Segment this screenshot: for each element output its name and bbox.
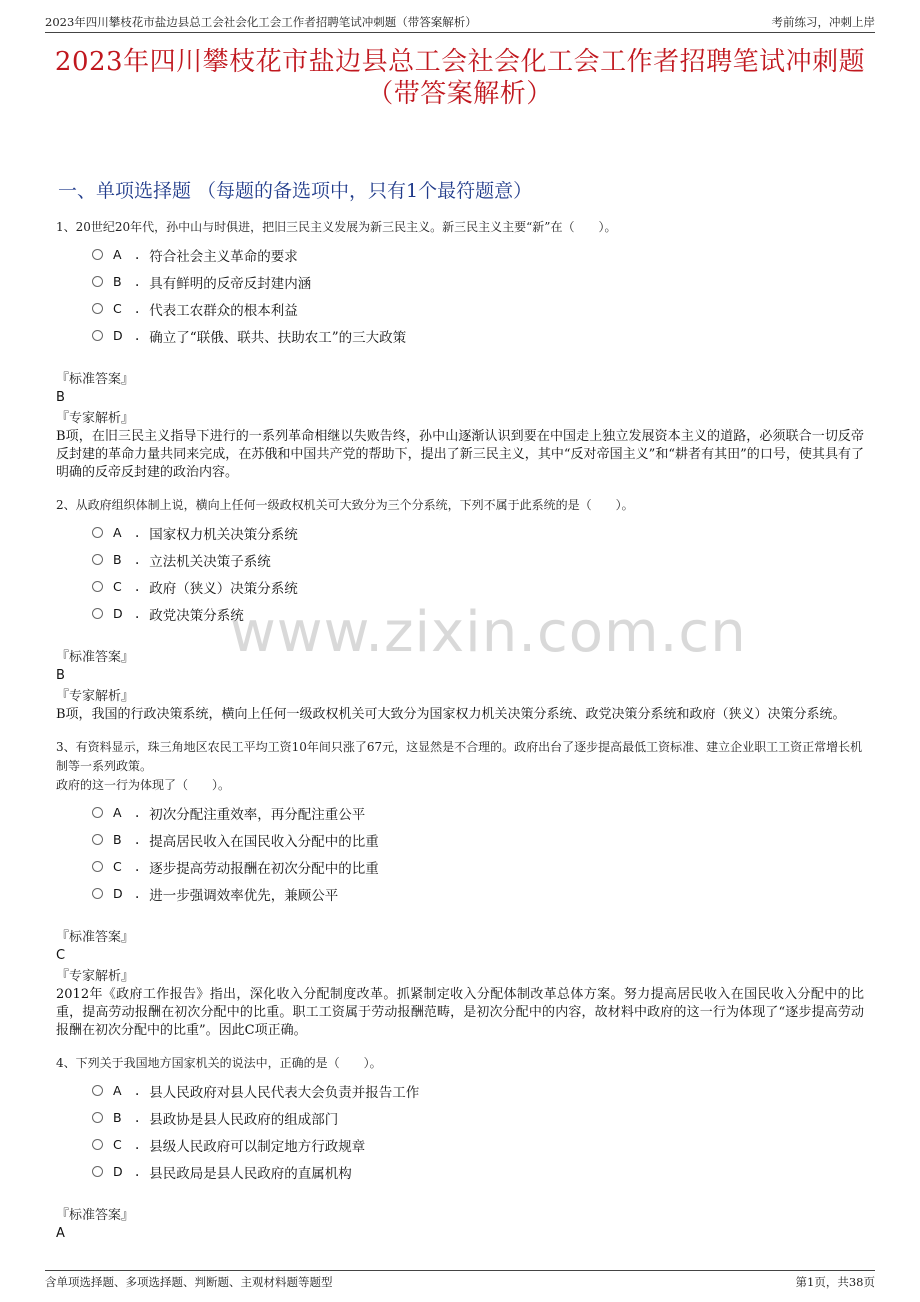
page-header: [45, 12, 875, 33]
page-number: 第1页，共38页: [795, 1275, 875, 1289]
option-list: [92, 799, 864, 907]
option-letter: D: [113, 328, 123, 343]
question-4: [56, 1054, 864, 1243]
radio-icon[interactable]: [92, 276, 103, 287]
option-letter: B: [113, 274, 122, 289]
header-right-text: 考前练习，冲刺上岸: [771, 15, 875, 29]
radio-icon[interactable]: [92, 1139, 103, 1150]
radio-icon[interactable]: [92, 807, 103, 818]
option-letter: D: [113, 886, 123, 901]
option-d[interactable]: D . 确立了“联俄、联共、扶助农工”的三大政策: [92, 322, 864, 349]
option-b[interactable]: B . 立法机关决策子系统: [92, 546, 864, 573]
radio-icon[interactable]: [92, 888, 103, 899]
answer-value: A: [56, 1226, 65, 1241]
option-letter: D: [113, 1164, 123, 1179]
option-a[interactable]: A . 初次分配注重效率，再分配注重公平: [92, 799, 864, 826]
option-text: 初次分配注重效率，再分配注重公平: [149, 806, 366, 823]
answer-label: 『标准答案』: [56, 930, 135, 945]
radio-icon[interactable]: [92, 249, 103, 260]
option-letter: C: [113, 301, 122, 316]
option-c[interactable]: C . 逐步提高劳动报酬在初次分配中的比重: [92, 853, 864, 880]
option-c[interactable]: C . 代表工农群众的根本利益: [92, 295, 864, 322]
radio-icon[interactable]: [92, 330, 103, 341]
section-heading: 一、单项选择题 （每题的备选项中，只有1个最符题意）: [58, 180, 533, 202]
radio-icon[interactable]: [92, 1085, 103, 1096]
option-text: 逐步提高劳动报酬在初次分配中的比重: [149, 860, 379, 877]
option-text: 立法机关决策子系统: [149, 553, 271, 570]
question-stem: 3、有资料显示，珠三角地区农民工平均工资10年间只涨了67元，这显然是不合理的。政府出台了逐步提高最低工资标准、建立企业职工工资正常增长机制等一系列政策。 政府的这一行为体现了（ ）。: [56, 740, 863, 792]
option-list: [92, 519, 864, 627]
option-b[interactable]: B . 具有鲜明的反帝反封建内涵: [92, 268, 864, 295]
option-letter: B: [113, 1110, 122, 1125]
radio-icon[interactable]: [92, 527, 103, 538]
answer-label: 『标准答案』: [56, 1208, 135, 1223]
option-text: 具有鲜明的反帝反封建内涵: [149, 275, 312, 292]
page-footer: [45, 1270, 875, 1291]
option-text: 代表工农群众的根本利益: [149, 302, 298, 319]
radio-icon[interactable]: [92, 303, 103, 314]
option-letter: C: [113, 1137, 122, 1152]
option-letter: A: [113, 525, 122, 540]
question-stem: 4、下列关于我国地方国家机关的说法中，正确的是（ ）。: [56, 1056, 382, 1070]
answer-value: B: [56, 390, 65, 405]
option-letter: D: [113, 606, 123, 621]
option-a[interactable]: A . 县人民政府对县人民代表大会负责并报告工作: [92, 1077, 864, 1104]
option-letter: B: [113, 832, 122, 847]
option-text: 县级人民政府可以制定地方行政规章: [149, 1138, 366, 1155]
radio-icon[interactable]: [92, 581, 103, 592]
option-text: 进一步强调效率优先，兼顾公平: [149, 887, 339, 904]
footer-left-text: 含单项选择题、多项选择题、判断题、主观材料题等题型: [45, 1275, 333, 1289]
option-text: 县人民政府对县人民代表大会负责并报告工作: [149, 1084, 420, 1101]
option-b[interactable]: B . 提高居民收入在国民收入分配中的比重: [92, 826, 864, 853]
option-text: 国家权力机关决策分系统: [149, 526, 298, 543]
option-text: 提高居民收入在国民收入分配中的比重: [149, 833, 379, 850]
option-text: 县民政局是县人民政府的直属机构: [149, 1165, 352, 1182]
option-c[interactable]: C . 县级人民政府可以制定地方行政规章: [92, 1131, 864, 1158]
option-list: [92, 241, 864, 349]
option-letter: C: [113, 859, 122, 874]
header-left-text: 2023年四川攀枝花市盐边县总工会社会化工会工作者招聘笔试冲刺题（带答案解析）: [45, 15, 477, 29]
option-text: 符合社会主义革命的要求: [149, 248, 298, 265]
option-d[interactable]: D . 县民政局是县人民政府的直属机构: [92, 1158, 864, 1185]
radio-icon[interactable]: [92, 1112, 103, 1123]
option-letter: A: [113, 247, 122, 262]
answer-label: 『标准答案』: [56, 650, 135, 665]
radio-icon[interactable]: [92, 554, 103, 565]
option-a[interactable]: A . 符合社会主义革命的要求: [92, 241, 864, 268]
option-b[interactable]: B . 县政协是县人民政府的组成部门: [92, 1104, 864, 1131]
option-text: 政党决策分系统: [149, 607, 244, 624]
answer-label: 『标准答案』: [56, 372, 135, 387]
question-list: [56, 218, 864, 1243]
option-a[interactable]: A . 国家权力机关决策分系统: [92, 519, 864, 546]
analysis-text: B项，我国的行政决策系统，横向上任何一级政权机关可大致分为国家权力机关决策分系统、政党决策分系统和政府（狭义）决策分系统。: [56, 707, 846, 722]
question-2: [56, 496, 864, 724]
analysis-text: B项，在旧三民主义指导下进行的一系列革命相继以失败告终，孙中山逐渐认识到要在中国走上独立发展资本主义的道路，必须联合一切反帝反封建的革命力量共同来完成，在苏俄和中国共产党的帮助下，提出了新三民主义，其中“反对帝国主义”和“耕者有其田”的口号，使其具有了明确的反帝反封建的政治内容。: [56, 429, 864, 480]
option-letter: A: [113, 805, 122, 820]
document-title: 2023年四川攀枝花市盐边县总工会社会化工会工作者招聘笔试冲刺题（带答案解析）: [54, 47, 866, 109]
radio-icon[interactable]: [92, 1166, 103, 1177]
option-letter: A: [113, 1083, 122, 1098]
option-d[interactable]: D . 政党决策分系统: [92, 600, 864, 627]
answer-value: B: [56, 668, 65, 683]
analysis-label: 『专家解析』: [56, 969, 135, 984]
option-text: 确立了“联俄、联共、扶助农工”的三大政策: [149, 329, 407, 346]
radio-icon[interactable]: [92, 861, 103, 872]
analysis-label: 『专家解析』: [56, 689, 135, 704]
option-list: [92, 1077, 864, 1185]
option-letter: B: [113, 552, 122, 567]
question-1: [56, 218, 864, 482]
analysis-text: 2012年《政府工作报告》指出，深化收入分配制度改革。抓紧制定收入分配体制改革总体方案。努力提高居民收入在国民收入分配中的比重，提高劳动报酬在初次分配中的比重。职工工资属于劳动报酬范畴，是初次分配中的内容，故材料中政府的这一行为体现了“逐步提高劳动报酬在初次分配中的比重”。因此C项正确。: [56, 987, 864, 1038]
option-text: 县政协是县人民政府的组成部门: [149, 1111, 339, 1128]
watermark: www.zixin.com.cn: [230, 600, 747, 665]
radio-icon[interactable]: [92, 834, 103, 845]
question-stem: 1、20世纪20年代，孙中山与时俱进，把旧三民主义发展为新三民主义。新三民主义主要“新”在（ ）。: [56, 220, 617, 234]
question-stem: 2、从政府组织体制上说，横向上任何一级政权机关可大致分为三个分系统，下列不属于此系统的是（ ）。: [56, 498, 634, 512]
option-letter: C: [113, 579, 122, 594]
analysis-label: 『专家解析』: [56, 411, 135, 426]
radio-icon[interactable]: [92, 608, 103, 619]
answer-value: C: [56, 948, 66, 963]
question-3: [56, 738, 864, 1040]
option-c[interactable]: C . 政府（狭义）决策分系统: [92, 573, 864, 600]
option-text: 政府（狭义）决策分系统: [149, 580, 298, 597]
option-d[interactable]: D . 进一步强调效率优先，兼顾公平: [92, 880, 864, 907]
